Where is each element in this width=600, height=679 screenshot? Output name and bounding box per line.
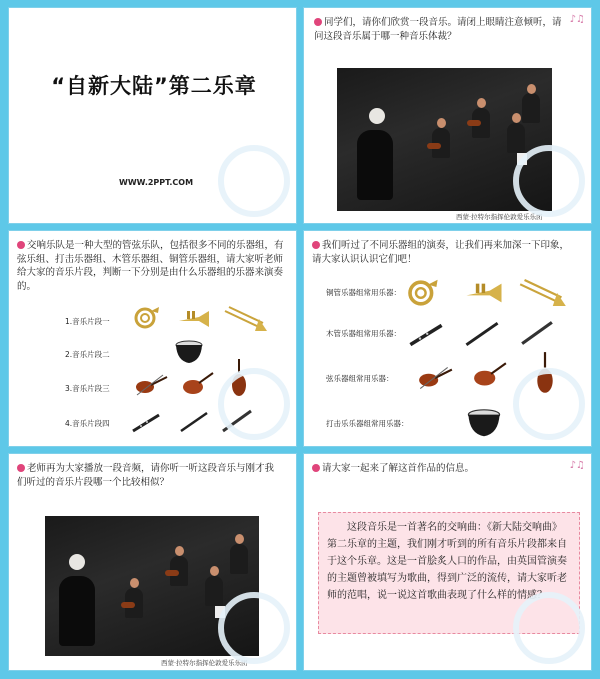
- trumpet-icon: [464, 279, 504, 307]
- musician: [522, 93, 540, 123]
- slide-instrument-groups[interactable]: [8, 230, 297, 447]
- bullet-icon: [312, 241, 320, 249]
- violin-shape: [165, 570, 179, 576]
- slide-work-info[interactable]: [303, 453, 592, 671]
- musician: [205, 576, 223, 606]
- bullet-icon: [314, 18, 322, 26]
- french-horn-icon: [404, 277, 440, 309]
- timpani-icon: [466, 407, 502, 439]
- row-label-2: 2.音乐片段二: [65, 350, 110, 359]
- site-url: WWW.2PPT.COM: [119, 178, 194, 187]
- cello-icon: [229, 359, 249, 397]
- musician-shirt: [215, 606, 225, 618]
- trumpet-icon: [177, 307, 211, 331]
- violin-shape: [121, 602, 135, 608]
- oboe-icon: [464, 319, 500, 349]
- conductor-figure: [59, 576, 95, 646]
- page-title: “自新大陆”第二乐章: [51, 74, 257, 98]
- musician-face: [130, 578, 139, 588]
- musician-face: [235, 534, 244, 544]
- strings-row-label: 弦乐器组常用乐器：: [326, 374, 394, 383]
- bullet-icon: [17, 464, 25, 472]
- row-label-1: 1.音乐片段一: [65, 317, 110, 326]
- violin-shape: [427, 143, 441, 149]
- photo-caption: 西蒙·拉特尔指挥伦敦爱乐乐团: [456, 213, 543, 221]
- slide-listen[interactable]: [303, 7, 592, 224]
- brass-row-label: 铜管乐器组常用乐器：: [326, 288, 401, 297]
- viola-icon: [181, 371, 215, 399]
- musician: [230, 544, 248, 574]
- musician-face: [210, 566, 219, 576]
- bullet-icon: [17, 241, 25, 249]
- slide-title[interactable]: [8, 7, 297, 224]
- oboe-icon: [179, 411, 209, 433]
- timpani-icon: [174, 339, 204, 365]
- slide3-text: 交响乐队是一种大型的管弦乐队，包括很多不同的乐器组，有弦乐组、打击乐器组、木管乐器组、铜管乐器组，请大家听老师给大家的音乐片段，判断一下分别是由什么乐器组的乐器来演奏的。: [17, 240, 284, 292]
- trombone-icon: [518, 277, 568, 309]
- clarinet-icon: [131, 413, 161, 433]
- musician-face: [527, 84, 536, 94]
- musician-face: [175, 546, 184, 556]
- viola-icon: [472, 361, 508, 391]
- musician-shirt: [517, 153, 527, 165]
- musician: [507, 123, 525, 153]
- violin-icon: [133, 373, 169, 397]
- french-horn-icon: [131, 305, 161, 331]
- percussion-row-label: 打击乐乐器组常用乐器：: [326, 419, 409, 428]
- woodwind-row-label: 木管乐器组常用乐器：: [326, 329, 401, 338]
- row-label-4: 4.音乐片段四: [65, 419, 110, 428]
- slide-instrument-review[interactable]: [303, 230, 592, 447]
- slide4-text: 我们听过了不同乐器组的演奏，让我们再来加深一下印象，请大家认识认识它们吧！: [312, 240, 570, 265]
- conductor-figure: [357, 130, 393, 200]
- music-notes-icon: ♪♫: [569, 460, 585, 471]
- musician-face: [437, 118, 446, 128]
- info-box: 这段音乐是一首著名的交响曲：《新大陆交响曲》第二乐章的主题，我们刚才听到的所有音乐片段都来自于这个乐章。这是一首脍炙人口的作品，由英国管演奏的主题曾被填写为歌曲，得到广泛的流传，请大家听老师的范唱，说一说这首歌曲表现了什么样的情感？: [318, 512, 580, 634]
- photo-caption: 西蒙·拉特尔指挥伦敦爱乐乐团: [161, 659, 248, 667]
- orchestra-photo: [337, 68, 552, 211]
- trombone-icon: [223, 305, 269, 333]
- flute-icon: [221, 409, 253, 433]
- slide6-text: 请大家一起来了解这首作品的信息。: [322, 463, 475, 474]
- row-label-3: 3.音乐片段三: [65, 384, 110, 393]
- slide-compare[interactable]: [8, 453, 297, 671]
- musician-face: [477, 98, 486, 108]
- flute-icon: [520, 317, 554, 349]
- cello-icon: [534, 351, 556, 395]
- clarinet-icon: [408, 321, 444, 349]
- violin-icon: [416, 365, 454, 391]
- music-notes-icon: ♪♫: [569, 14, 585, 25]
- slide2-text: 同学们，请你们欣赏一段音乐。请闭上眼睛注意倾听，请问这段音乐属于哪一种音乐体裁？: [314, 17, 562, 42]
- bullet-icon: [312, 464, 320, 472]
- orchestra-photo: [45, 516, 259, 656]
- conductor-head: [69, 554, 85, 570]
- musician-face: [512, 113, 521, 123]
- slide5-text: 老师再为大家播放一段音频，请你听一听这段音乐与刚才我们听过的音乐片段哪一个比较相似？: [17, 463, 275, 488]
- violin-shape: [467, 120, 481, 126]
- conductor-head: [369, 108, 385, 124]
